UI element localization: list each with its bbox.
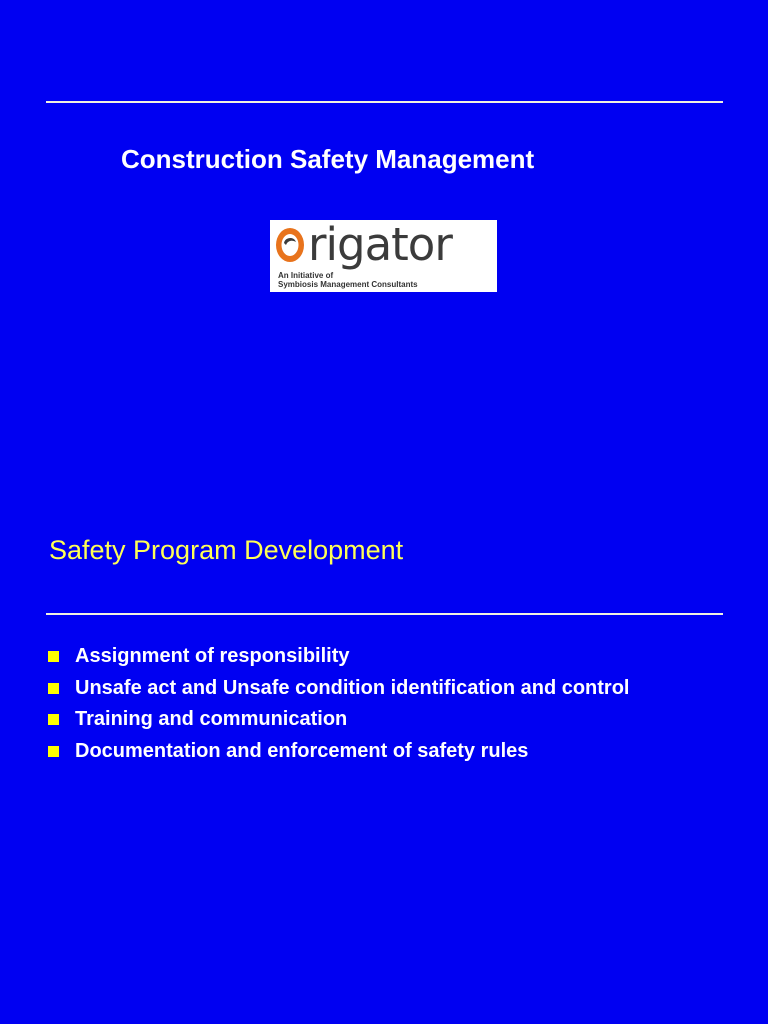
bullet-text: Assignment of responsibility — [75, 645, 350, 668]
slide-title: Construction Safety Management — [121, 144, 535, 174]
origator-o-mark-icon — [274, 226, 306, 264]
list-item — [46, 704, 630, 736]
square-bullet-icon — [48, 683, 59, 694]
logo-tagline-line2: Symbiosis Management Consultants — [278, 280, 418, 289]
bullet-text: Documentation and enforcement of safety rules — [75, 739, 529, 762]
bullet-list — [46, 641, 630, 767]
list-item — [46, 641, 630, 673]
section-divider — [46, 613, 723, 615]
square-bullet-icon — [48, 714, 59, 725]
logo-tagline-line1: An Initiative of — [278, 271, 334, 280]
logo-wordmark-text: rigator — [308, 218, 452, 271]
square-bullet-icon — [48, 746, 59, 757]
logo-wordmark — [274, 220, 452, 270]
list-item — [46, 736, 630, 768]
origator-logo — [270, 220, 497, 292]
section-heading: Safety Program Development — [49, 535, 404, 565]
square-bullet-icon — [48, 651, 59, 662]
bullet-text: Unsafe act and Unsafe condition identification and control — [75, 676, 630, 699]
bullet-text: Training and communication — [75, 708, 348, 731]
list-item — [46, 673, 630, 705]
top-divider — [46, 101, 723, 103]
